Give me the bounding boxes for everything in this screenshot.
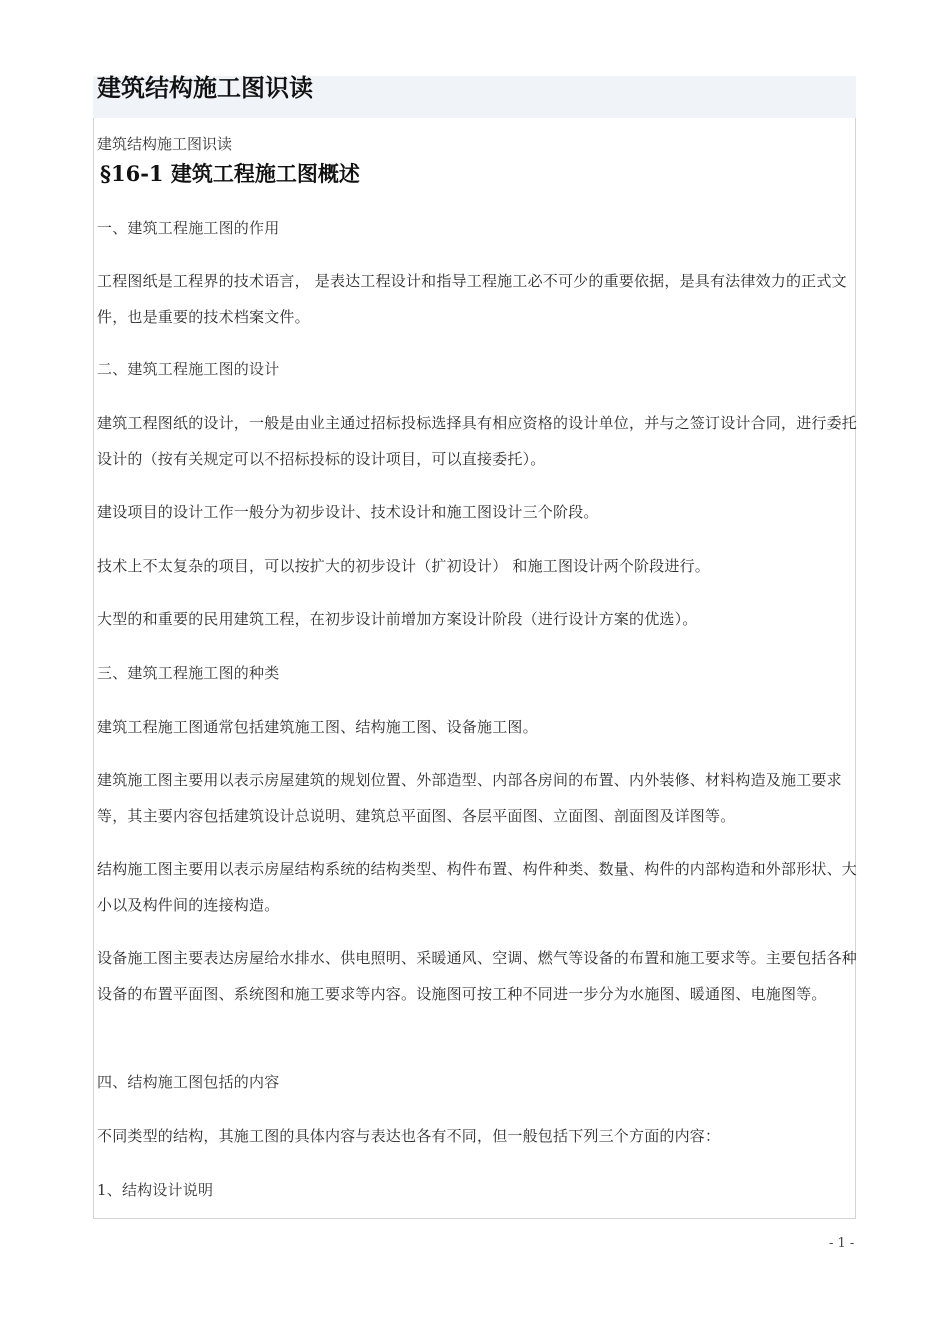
paragraph-heading-3: 三、建筑工程施工图的种类 xyxy=(97,664,280,682)
paragraph-4: 技术上不太复杂的项目，可以按扩大的初步设计（扩初设计） 和施工图设计两个阶段进行。 xyxy=(97,557,710,575)
page-number: - 1 - xyxy=(829,1236,855,1251)
content-frame xyxy=(93,76,856,1219)
document-subtitle: 建筑结构施工图识读 xyxy=(97,135,233,153)
paragraph-heading-5: 1、结构设计说明 xyxy=(97,1181,214,1199)
paragraph-10: 不同类型的结构，其施工图的具体内容与表达也各有不同，但一般包括下列三个方面的内容： xyxy=(97,1127,721,1145)
paragraph-heading-1: 一、建筑工程施工图的作用 xyxy=(97,219,280,237)
paragraph-5: 大型的和重要的民用建筑工程，在初步设计前增加方案设计阶段（进行设计方案的优选）。 xyxy=(97,610,698,628)
paragraph-9: 设备施工图主要表达房屋给水排水、供电照明、采暖通风、空调、燃气等设备的布置和施工要求等。主要包括各种设备的布置平面图、系统图和施工要求等内容。设施图可按工种不同进一步分为水施图、暖通图、电施图等。 xyxy=(97,949,858,1003)
paragraph-6: 建筑工程施工图通常包括建筑施工图、结构施工图、设备施工图。 xyxy=(97,718,538,736)
paragraph-heading-4: 四、结构施工图包括的内容 xyxy=(97,1073,280,1091)
paragraph-2: 建筑工程图纸的设计，一般是由业主通过招标投标选择具有相应资格的设计单位，并与之签订设计合同，进行委托设计的（按有关规定可以不招标投标的设计项目，可以直接委托）。 xyxy=(97,414,858,468)
paragraph-1: 工程图纸是工程界的技术语言， 是表达工程设计和指导工程施工必不可少的重要依据，是具有法律效力的正式文件，也是重要的技术档案文件。 xyxy=(97,272,847,326)
paragraph-8: 结构施工图主要用以表示房屋结构系统的结构类型、构件布置、构件种类、数量、构件的内部构造和外部形状、大小以及构件间的连接构造。 xyxy=(97,860,858,914)
section-heading: §16-1 建筑工程施工图概述 xyxy=(100,161,360,186)
paragraph-3: 建设项目的设计工作一般分为初步设计、技术设计和施工图设计三个阶段。 xyxy=(97,503,599,521)
paragraph-heading-2: 二、建筑工程施工图的设计 xyxy=(97,360,280,378)
document-title: 建筑结构施工图识读 xyxy=(97,74,313,102)
paragraph-7: 建筑施工图主要用以表示房屋建筑的规划位置、外部造型、内部各房间的布置、内外装修、材料构造及施工要求等，其主要内容包括建筑设计总说明、建筑总平面图、各层平面图、立面图、剖面图及详图等。 xyxy=(97,771,842,825)
